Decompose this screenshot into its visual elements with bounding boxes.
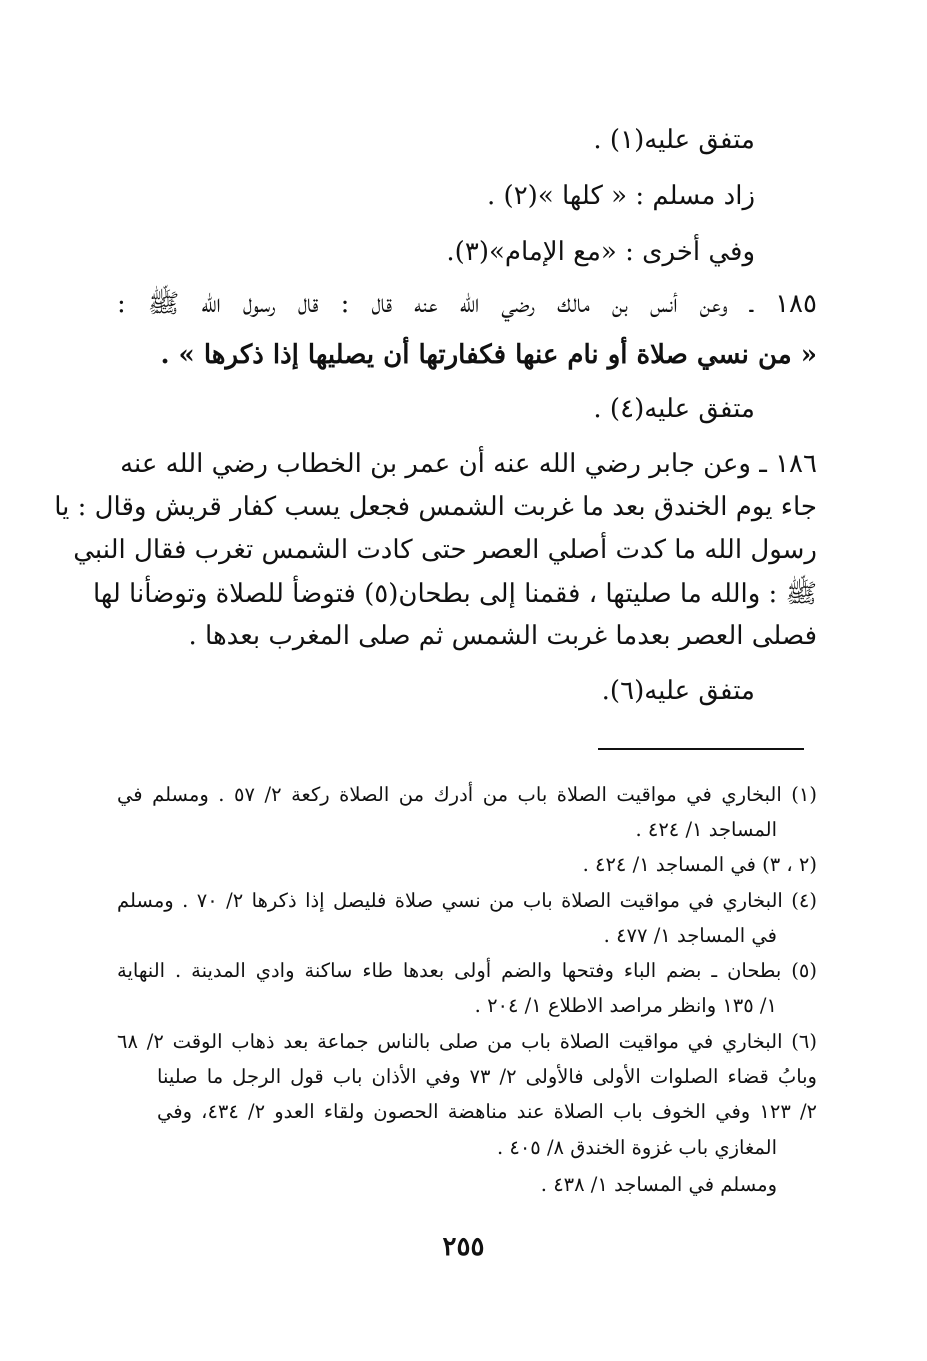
footnote-5-cont: ١/ ١٣٥ وانظر مراصد الاطلاع ١/ ٢٠٤ .	[474, 994, 777, 1017]
footnote-6: (٦) البخاري في مواقيت الصلاة باب من صلى بالناس جماعة بعد ذهاب الوقت ٢/ ٦٨	[117, 1030, 817, 1053]
footnote-4-cont: في المساجد ١/ ٤٧٧ .	[603, 924, 777, 947]
hadith-186-line: ﷺ : والله ما صليتها ، فقمنا إلى بطحان(٥) فتوضأ للصلاة وتوضأنا لها	[92, 579, 817, 609]
text-line: زاد مسلم : « كلها »(٢) .	[487, 181, 755, 211]
page-number: ٢٥٥	[442, 1232, 485, 1262]
footnote-separator	[598, 748, 804, 750]
footnote-6-cont: ومسلم في المساجد ١/ ٤٣٨ .	[540, 1173, 777, 1196]
hadith-185-text: « من نسي صلاة أو نام عنها فكفارتها أن يصليها إذا ذكرها » .	[160, 340, 817, 370]
hadith-186-line: رسول الله ما كدت أصلي العصر حتى كادت الشمس تغرب فقال النبي	[73, 535, 817, 565]
hadith-186-line: فصلى العصر بعدما غربت الشمس ثم صلى المغرب بعدها .	[188, 621, 817, 651]
hadith-185-line: ١٨٥ ـ وعن أنس بن مالك رضي الله عنه قال : قال رسول الله ﷺ :	[117, 289, 817, 319]
footnote-5: (٥) بطحان ـ بضم الباء وفتحها والضم أولى بعدها طاء ساكنة وادي المدينة . النهاية	[117, 959, 817, 982]
footnote-4: (٤) البخاري في مواقيت الصلاة باب من نسي صلاة فليصل إذا ذكرها ٢/ ٧٠ . ومسلم	[117, 889, 817, 912]
hadith-186-line: ١٨٦ ـ وعن جابر رضي الله عنه أن عمر بن الخطاب رضي الله عنه	[120, 449, 817, 479]
text-line: وفي أخرى : «مع الإمام»(٣).	[446, 237, 755, 267]
text-line: متفق عليه(١) .	[593, 125, 755, 155]
hadith-186-line: جاء يوم الخندق بعد ما غربت الشمس فجعل يسب كفار قريش وقال : يا	[54, 492, 817, 522]
footnote-6-cont: ٢/ ١٢٣ وفي الخوف باب الصلاة عند مناهضة الحصون ولقاء العدو ٢/ ٤٣٤، وفي	[157, 1100, 818, 1123]
footnote-6-cont: وبابُ قضاء الصلوات الأولى فالأولى ٢/ ٧٣ وفي الأذان باب قول الرجل ما صلينا	[157, 1065, 817, 1088]
text-line: متفق عليه(٤) .	[593, 394, 755, 424]
footnote-1-cont: المساجد ١/ ٤٢٤ .	[635, 818, 777, 841]
text-line: متفق عليه(٦).	[601, 676, 755, 706]
footnote-6-cont: المغازي باب غزوة الخندق ٨/ ٤٠٥ .	[496, 1136, 777, 1159]
footnote-1: (١) البخاري في مواقيت الصلاة باب من أدرك من الصلاة ركعة ٢/ ٥٧ . ومسلم في	[117, 783, 817, 806]
footnote-2-3: (٢ ، ٣) في المساجد ١/ ٤٢٤ .	[582, 853, 817, 876]
